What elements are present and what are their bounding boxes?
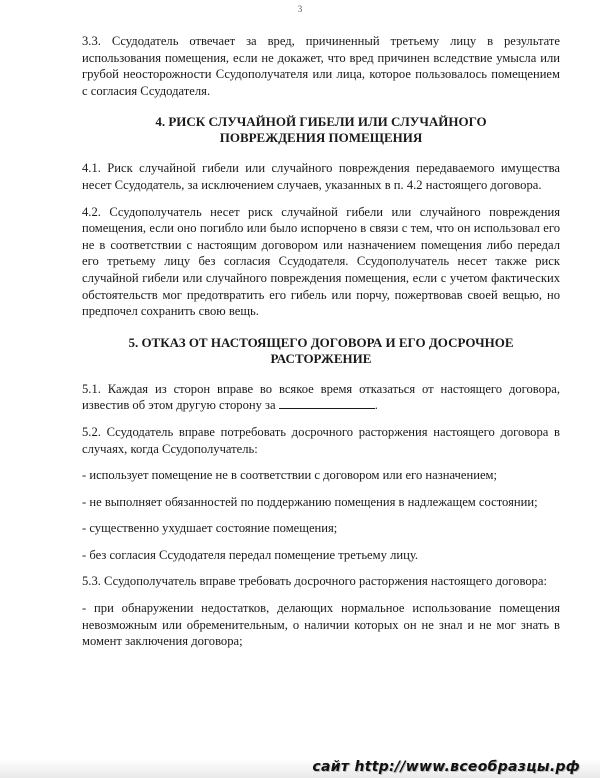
clause-5-2: 5.2. Ссудодатель вправе потребовать досрочного расторжения настоящего договора в случаях, когда Ссудополучатель: (82, 424, 560, 456)
section-5-heading-line-1: 5. ОТКАЗ ОТ НАСТОЯЩЕГО ДОГОВОРА И ЕГО ДОСРОЧНОЕ (128, 334, 514, 350)
section-5-heading (82, 335, 560, 367)
site-watermark: сайт http://www.всеобразцы.рф (312, 759, 580, 775)
list-item: - не выполняет обязанностей по поддержанию помещения в надлежащем состоянии; (82, 494, 538, 509)
section-4-heading-line-2: ПОВРЕЖДЕНИЯ ПОМЕЩЕНИЯ (219, 130, 423, 146)
fill-in-blank (279, 397, 375, 409)
list-item: - использует помещение не в соответствии с договором или его назначением; (82, 468, 498, 483)
clause-3-3: 3.3. Ссудодатель отвечает за вред, причиненный третьему лицу в результате использования помещения, если не докажет, что вред причинен вследствие умысла или грубой неосторожности Ссудополучателя или лица, которое пользовалось помещением с согласия Ссудодателя. (82, 34, 560, 98)
list-item: - без согласия Ссудодателя передал помещение третьему лицу. (82, 547, 419, 562)
list-item: - существенно ухудшает состояние помещения; (82, 521, 338, 536)
clause-5-3: 5.3. Ссудополучатель вправе требовать досрочного расторжения настоящего договора: (82, 574, 547, 589)
clause-5-1 (82, 381, 560, 414)
section-4-heading-line-1: 4. РИСК СЛУЧАЙНОЙ ГИБЕЛИ ИЛИ СЛУЧАЙНОГО (155, 114, 487, 130)
section-4-heading (82, 114, 560, 146)
clause-4-2: 4.2. Ссудополучатель несет риск случайной гибели или случайного повреждения помещения, если оно погибло или было испорчено в связи с тем, что он использовал его не в соответствии с настоящим договором или назначением помещения либо передал его третьему лицу без согласия Ссудодателя. Ссудополучатель несет также риск случайной гибели или случайного повреждения помещения, если с учетом фактических обстоятельств мог предотвратить его гибель или порчу, пожертвовав своей вещью, но предпочел сохранить свою вещь. (82, 204, 560, 319)
page-number: 3 (297, 4, 303, 14)
section-5-heading-line-2: РАСТОРЖЕНИЕ (270, 350, 372, 366)
document-body (82, 33, 560, 650)
clause-4-1: 4.1. Риск случайной гибели или случайного повреждения передаваемого имущества несет Ссудодатель, за исключением случаев, указанных в п. 4.2 настоящего договора. (82, 161, 560, 192)
clause-5-1-period: . (374, 398, 378, 413)
clause-5-1-text: 5.1. Каждая из сторон вправе во всякое время отказаться от настоящего договора, известив об этом другую сторону за (82, 381, 560, 413)
list-item: - при обнаружении недостатков, делающих нормальное использование помещения невозможным или обременительным, о наличии которых он не знал и не мог знать в момент заключения договора; (82, 601, 560, 649)
